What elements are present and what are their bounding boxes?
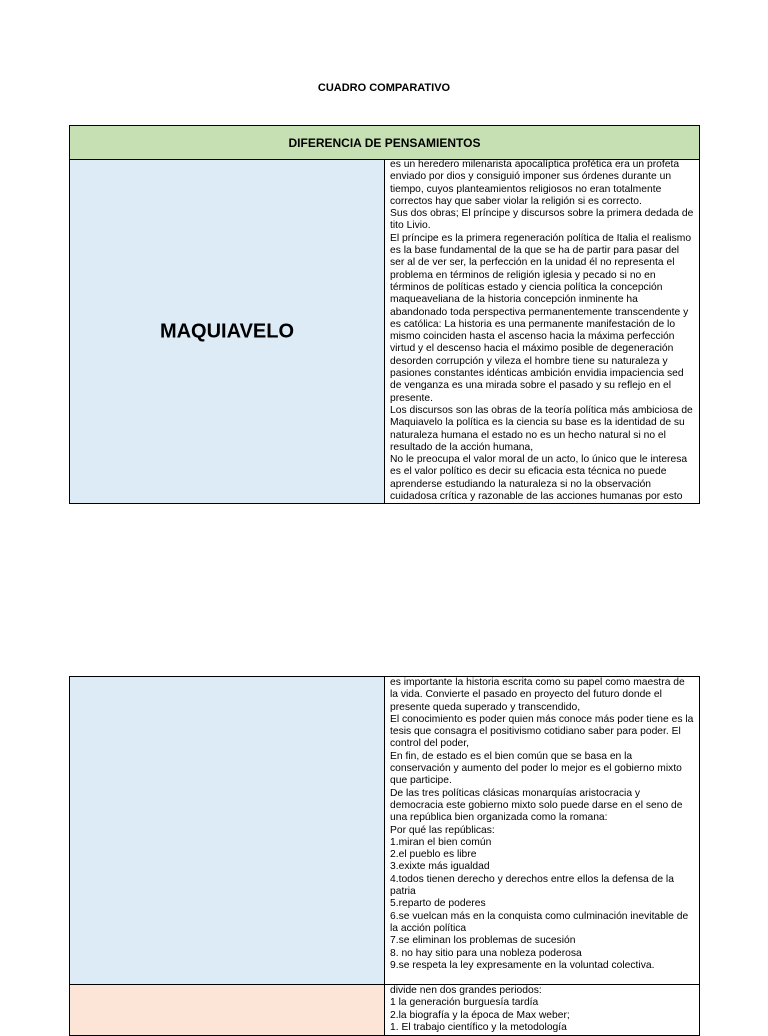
comparison-table-continued [69,676,700,1036]
list-item: 6.se vuelcan más en la conquista como culminación inevitable de la acción política [390,910,689,934]
description-cell [385,159,699,503]
document-title: CUADRO COMPARATIVO [317,82,451,94]
list-item: 8. no hay sitio para una nobleza poderosa [390,947,582,959]
list-item: 5.reparto de poderes [390,898,486,910]
list-item: 1. El trabajo científico y la metodología [390,1021,567,1033]
list-item: 2.la biografía y la época de Max weber; [390,1009,570,1021]
comparison-table [69,125,700,504]
paragraph: No le preocupa el valor moral de un acto, lo único que le interesa es el valor político es decir su eficacia esta técnica no puede aprenderse estudiando la naturaleza si no la observación cuidadosa crítica y razonable de las acciones humanas por esto [390,454,688,503]
paragraph: En fin, de estado es el bien común que se basa en la conservación y aumento del poder lo mejor es el gobierno mixto que participe. [390,750,682,787]
paragraph: Sus dos obras; El príncipe y discursos sobre la primera dedada de tito Livio. [390,208,694,232]
list-item: 1 la generación burguesía tardía [390,997,539,1009]
paragraph: De las tres políticas clásicas monarquías aristocracia y democracia este gobierno mixto solo puede darse en el seno de una república bien organizada como la romana: [390,787,683,824]
list-item: 1.miran el bien común [390,836,492,848]
table-header: DIFERENCIA DE PENSAMIENTOS [70,126,699,160]
list-item: 2.el pueblo es libre [390,849,477,861]
paragraph: Los discursos son las obras de la teoría política más ambiciosa de Maquiavelo la política es la ciencia su base es la identidad de su naturaleza humana el estado no es un hecho natural si no el resultado de la acción humana, [390,404,693,453]
paragraph: Por qué las repúblicas: [390,824,495,836]
list-item: 3.exixte más igualdad [390,861,490,873]
paragraph: divide nen dos grandes periodos: [390,985,542,996]
list-item: 7.se eliminan los problemas de sucesión [390,935,576,947]
description-cell [385,677,699,984]
author-name: MAQUIAVELO [159,320,295,342]
author-cell-blank [70,677,385,984]
author-cell-next [70,985,385,1035]
list-item: 4.todos tienen derecho y derechos entre ellos la defensa de la patria [390,873,674,898]
paragraph: El conocimiento es poder quien más conoce más poder tiene es la tesis que consagra el positivismo cotidiano saber para poder. El control del poder, [390,713,694,750]
description-cell-next [385,985,699,1035]
paragraph: es importante la historia escrita como su papel como maestra de la vida. Convierte el pasado en proyecto del futuro donde el presente queda superado y transcendido, [390,677,685,713]
paragraph: El príncipe es la primera regeneración política de Italia el realismo es la base fundamental de la que se ha de partir para pasar del ser al de ver ser, la perfección en la unidad él no representa el problema en términos de religión iglesia y pecado si no en términos de políticas estado y ciencia política la concepción maqueaveliana de la historia concepción inminente ha abandonado toda perspectiva permanentemente transcendente y es católica: La historia es una permanente manifestación de lo mismo coinciden hasta el ascenso hacia la máxima perfección virtud y el descenso hacia el máximo posible de degeneración desorden corrupción y vileza el hombre tiene su naturaleza y pasiones constantes idénticas ambición envidia impaciencia sed de venganza es una mirada sobre el pasado y su reflejo en el presente. [390,232,692,404]
author-name-cell [70,160,385,503]
paragraph: es un heredero milenarista apocalíptica profética era un profeta enviado por dios y consiguió imponer sus órdenes durante un tiempo, cuyos planteamientos religiosos no eran totalmente correctos hay que saber violar la religión si es correcto. [390,159,680,207]
list-item: 9.se respeta la ley expresamente en la voluntad colectiva. [390,959,655,971]
